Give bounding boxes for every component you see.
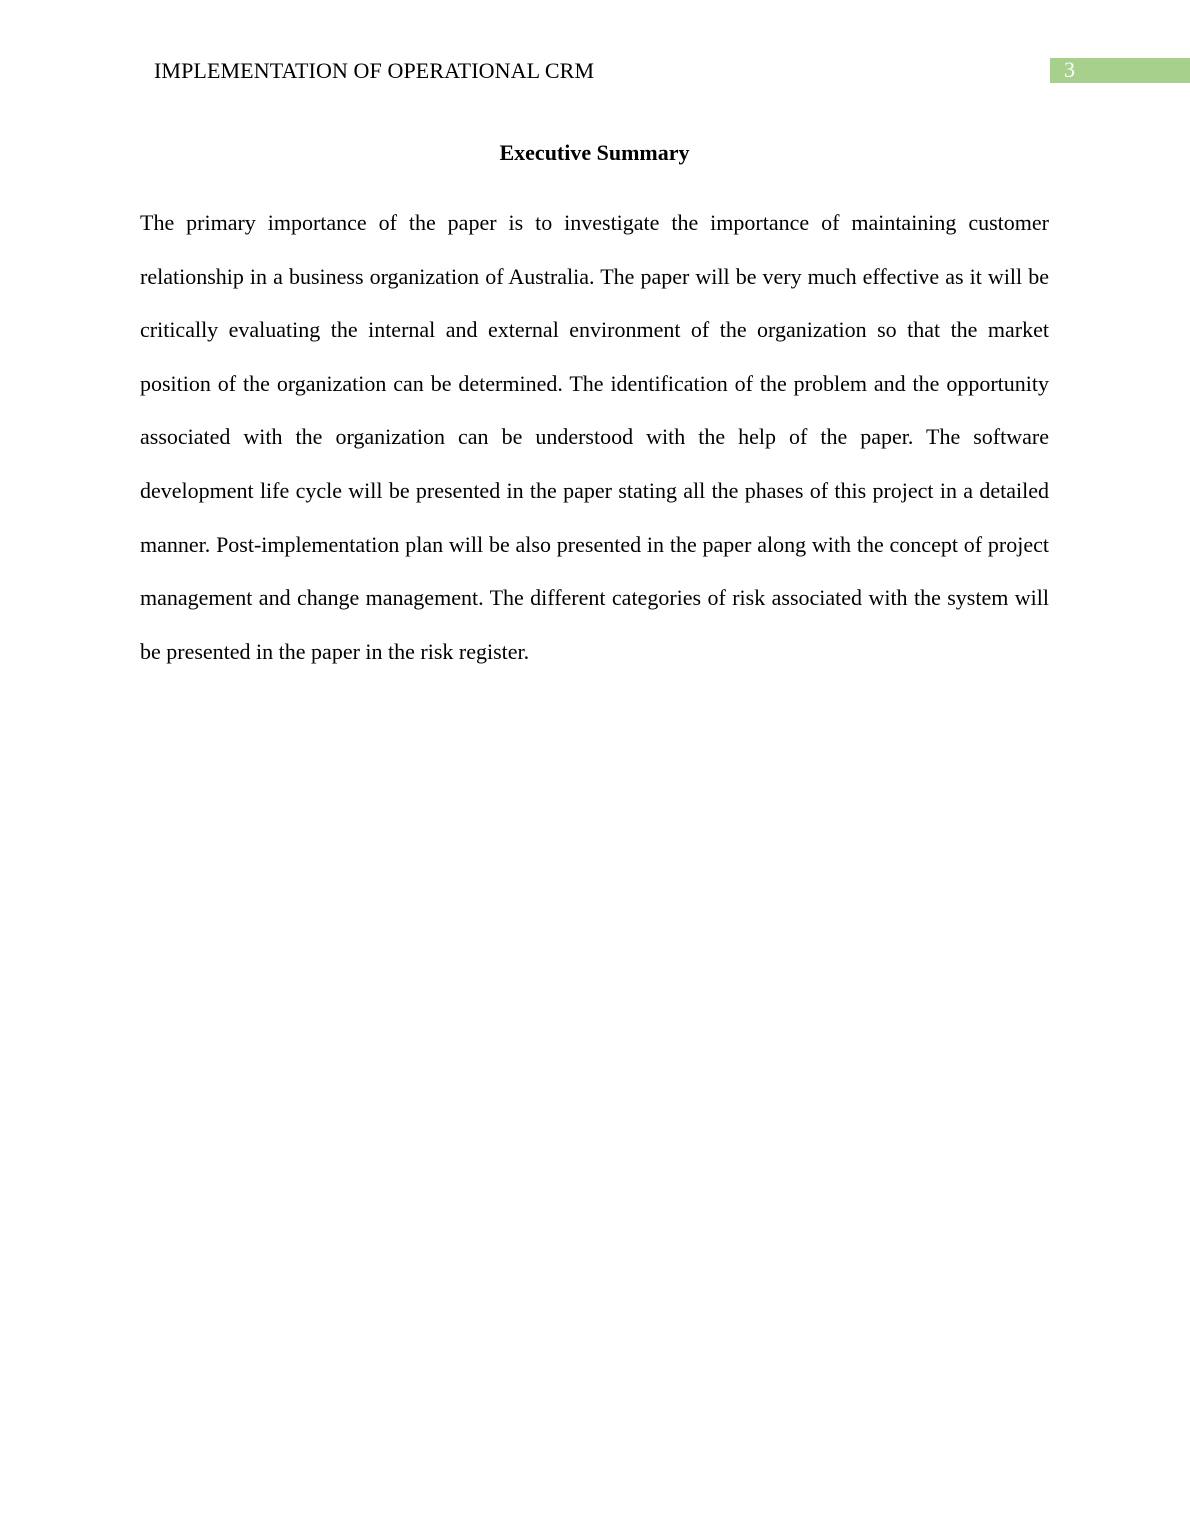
- section-title: Executive Summary: [499, 140, 690, 165]
- summary-paragraph: The primary importance of the paper is to investigate the importance of maintaining customer relationship in a business organization of Australia. The paper will be very much effective as it will be critically evaluating the internal and external environment of the organization so that the market position of the organization can be determined. The identification of the problem and the opportunity associated with the organization can be understood with the help of the paper. The software development life cycle will be presented in the paper stating all the phases of this project in a detailed manner. Post-implementation plan will be also presented in the paper along with the concept of project management and change management. The different categories of risk associated with the system will be presented in the paper in the risk register.: [140, 210, 1049, 664]
- running-head: IMPLEMENTATION OF OPERATIONAL CRM: [154, 58, 595, 83]
- page-number: 3: [1064, 57, 1075, 82]
- page-number-box: [1050, 58, 1190, 83]
